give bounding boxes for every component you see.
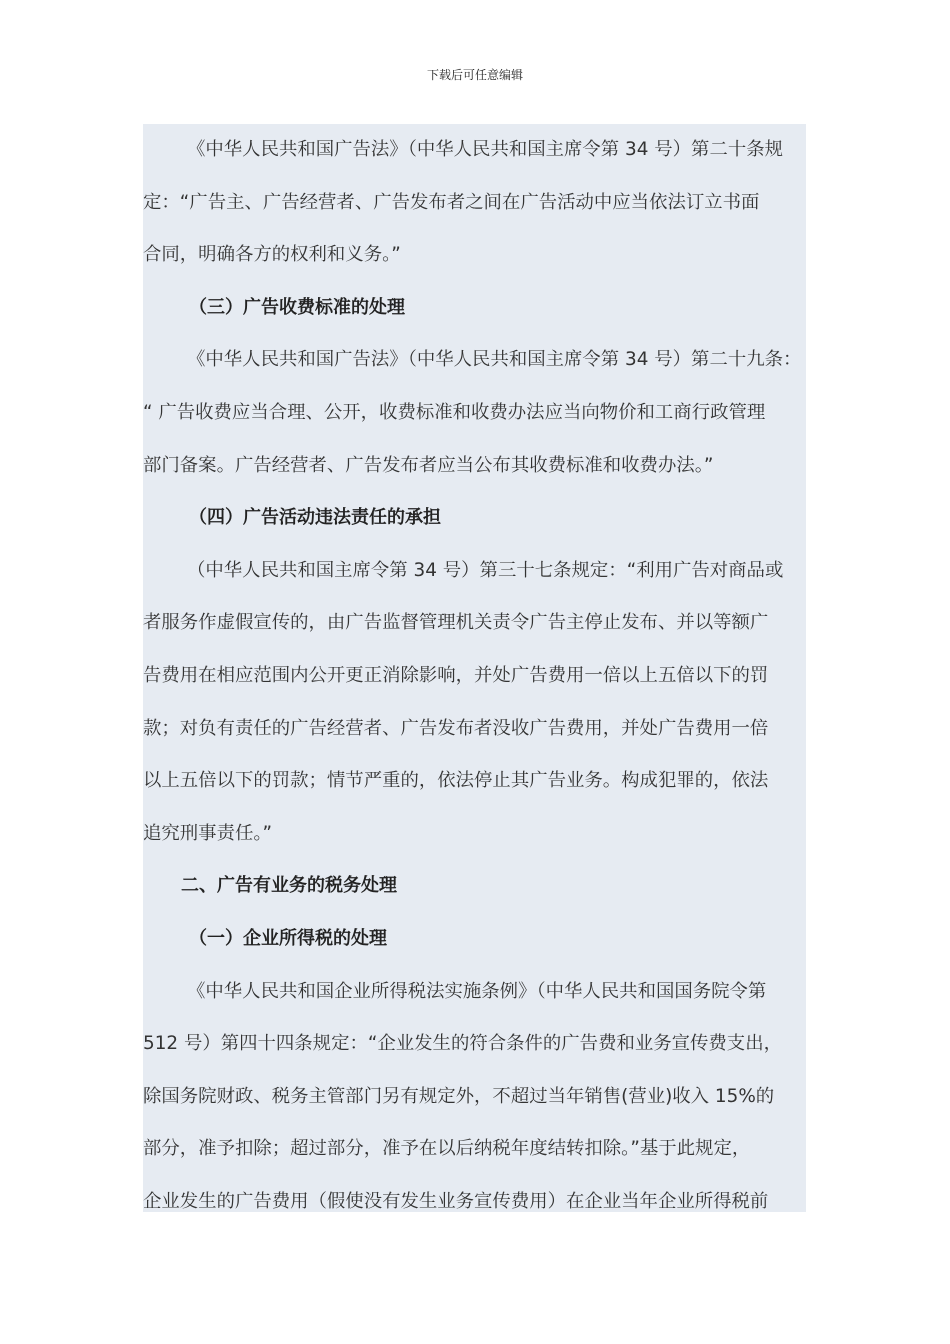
section-heading: （三）广告收费标准的处理	[189, 296, 405, 318]
paragraph-line: （中华人民共和国主席令第 34 号）第三十七条规定：“利用广告对商品或	[187, 559, 784, 581]
paragraph-line: 企业发生的广告费用（假使没有发生业务宣传费用）在企业当年企业所得税前	[143, 1191, 769, 1212]
paragraph-line: 追究刑事责任。”	[143, 822, 273, 844]
paragraph-line: 《中华人民共和国企业所得税法实施条例》（中华人民共和国国务院令第	[187, 980, 767, 1002]
document-body	[143, 124, 806, 1212]
paragraph-line: 告费用在相应范围内公开更正消除影响，并处广告费用一倍以上五倍以下的罚	[143, 665, 769, 686]
page-header: 下载后可任意编辑	[426, 68, 523, 82]
paragraph-line: 合同，明确各方的权利和义务。”	[143, 244, 401, 266]
section-heading: 二、广告有业务的税务处理	[181, 875, 397, 897]
paragraph-line: 512 号）第四十四条规定：“企业发生的符合条件的广告费和业务宣传费支出，	[143, 1033, 782, 1055]
section-heading: （四）广告活动违法责任的承担	[189, 507, 441, 529]
paragraph-line: 款；对负有责任的广告经营者、广告发布者没收广告费用，并处广告费用一倍	[143, 717, 769, 739]
paragraph-line: 除国务院财政、税务主管部门另有规定外，不超过当年销售(营业)收入 15%的	[143, 1085, 775, 1107]
section-heading: （一）企业所得税的处理	[189, 928, 387, 949]
paragraph-line: 部分，准予扣除；超过部分，准予在以后纳税年度结转扣除。”基于此规定，	[143, 1138, 751, 1160]
paragraph-line: 以上五倍以下的罚款；情节严重的，依法停止其广告业务。构成犯罪的，依法	[143, 770, 769, 792]
paragraph-line: 定：“广告主、广告经营者、广告发布者之间在广告活动中应当依法订立书面	[143, 191, 760, 213]
paragraph-line: “ 广告收费应当合理、公开，收费标准和收费办法应当向物价和工商行政管理	[143, 402, 766, 423]
paragraph-line: 者服务作虚假宣传的，由广告监督管理机关责令广告主停止发布、并以等额广	[143, 612, 769, 634]
paragraph-line: 《中华人民共和国广告法》（中华人民共和国主席令第 34 号）第二十九条：	[187, 349, 802, 371]
paragraph-line: 《中华人民共和国广告法》（中华人民共和国主席令第 34 号）第二十条规	[187, 139, 784, 160]
paragraph-line: 部门备案。广告经营者、广告发布者应当公布其收费标准和收费办法。”	[143, 454, 714, 476]
